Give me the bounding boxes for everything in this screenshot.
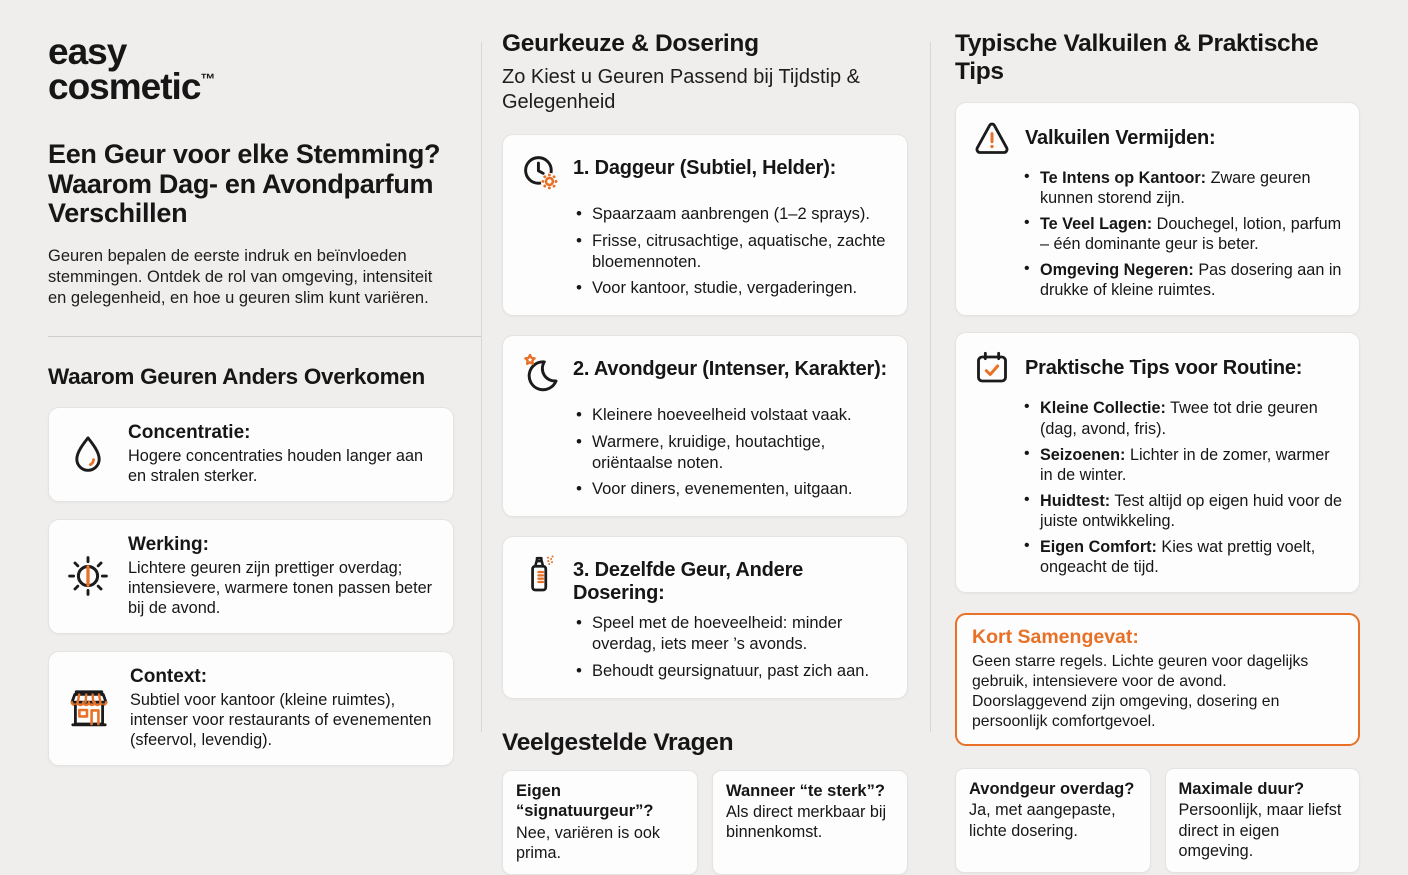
brand-line1: easy [48, 31, 127, 72]
bullet-item: • Te Intens op Kantoor: Zware geuren kunnen storend zijn. [1024, 168, 1343, 208]
column-divider [481, 42, 482, 732]
sun-icon [65, 553, 111, 599]
moon-star-icon [519, 351, 563, 397]
step-title: 1. Daggeur (Subtiel, Helder): [573, 157, 837, 179]
middle-title: Geurkeuze & Dosering [502, 30, 759, 57]
step-head [519, 150, 889, 196]
step-bullets [575, 405, 889, 500]
bullet-item: • Frisse, citrusachtige, aquatische, zachte bloemennoten. [575, 231, 889, 273]
faq-answer: Als direct merkbaar bij binnenkomst. [726, 803, 887, 842]
info-card-text: Subtiel voor kantoor (kleine ruimtes), intenser voor restaurants of evenementen (sfeervol, levendig). [130, 690, 432, 750]
spray-bottle-icon [519, 552, 563, 598]
left-column [48, 0, 454, 766]
tip-bullets [1024, 398, 1343, 577]
faq-question: Wanneer “te sterk”? [726, 781, 885, 800]
faq-row [955, 768, 1360, 873]
bullet-item: • Te Veel Lagen: Douchegel, lotion, parfum – één dominante geur is beter. [1024, 214, 1343, 254]
bullet-item: • Warmere, kruidige, houtachtige, oriëntaalse noten. [575, 432, 889, 474]
info-card-title: Werking: [128, 533, 209, 555]
step-card-daggeur [502, 134, 908, 316]
intro-paragraph: Geuren bepalen de eerste indruk en beïnvloeden stemmingen. Ontdek de rol van omgeving, intensiteit en gelegenheid, en hoe u geuren slim kunt variëren. [48, 246, 433, 308]
warning-triangle-icon [972, 118, 1012, 158]
info-card-title: Concentratie: [128, 421, 251, 443]
faq-card-te-sterk [712, 770, 908, 875]
step-card-dosering [502, 536, 908, 698]
step-head [519, 351, 889, 397]
bullet-item: • Kleinere hoeveelheid volstaat vaak. [575, 405, 889, 426]
bullet-item: • Voor diners, evenementen, uitgaan. [575, 479, 889, 500]
info-card-body [128, 534, 435, 619]
faq-question: Eigen “signatuurgeur”? [516, 781, 654, 821]
brand-logo [48, 31, 454, 108]
calendar-check-icon [972, 348, 1012, 388]
storefront-icon [65, 684, 113, 732]
bullet-item: • Kleine Collectie: Twee tot drie geuren (dag, avond, fris). [1024, 398, 1343, 438]
tip-card-title: Valkuilen Vermijden: [1025, 126, 1216, 149]
faq-card-signatuurgeur [502, 770, 698, 875]
faq-card-maximale-duur [1165, 768, 1361, 873]
faq-answer: Persoonlijk, maar liefst direct in eigen omgeving. [1178, 801, 1342, 860]
faq-answer: Nee, variëren is ook prima. [516, 823, 660, 863]
column-divider [930, 42, 931, 732]
tip-head [972, 348, 1343, 388]
summary-title: Kort Samengevat: [972, 626, 1139, 649]
bullet-item: • Voor kantoor, studie, vergaderingen. [575, 278, 889, 299]
faq-section-title: Veelgestelde Vragen [502, 728, 734, 756]
clock-sun-icon [519, 150, 563, 196]
info-card-werking [48, 519, 454, 634]
step-title: 3. Dezelfde Geur, Andere Dosering: [573, 559, 804, 605]
info-card-text: Hogere concentraties houden langer aan en stralen sterker. [128, 446, 424, 486]
info-card-text: Lichtere geuren zijn prettiger overdag; intensievere, warmere tonen passen beter bij de avond. [128, 558, 433, 618]
brand-line2: cosmetic™ [48, 66, 216, 108]
step-head [519, 552, 889, 605]
faq-row [502, 770, 908, 875]
right-column [955, 0, 1360, 873]
droplet-icon [65, 431, 111, 477]
step-bullets [575, 204, 889, 299]
faq-question: Avondgeur overdag? [969, 779, 1135, 798]
step-title: 2. Avondgeur (Intenser, Karakter): [573, 358, 888, 381]
step-bullets [575, 613, 889, 681]
tip-bullets [1024, 168, 1343, 300]
bullet-item: • Speel met de hoeveelheid: minder overdag, iets meer ’s avonds. [575, 613, 889, 655]
step-card-avondgeur [502, 335, 908, 517]
bullet-item: • Seizoenen: Lichter in de zomer, warmer in de winter. [1024, 445, 1343, 485]
info-card-context [48, 651, 454, 766]
section-title-why: Waarom Geuren Anders Overkomen [48, 363, 425, 389]
info-card-body [128, 422, 435, 487]
tip-card-routine [955, 332, 1360, 593]
right-title: Typische Valkuilen & Praktische Tips [955, 30, 1319, 85]
bullet-item: • Eigen Comfort: Kies wat prettig voelt, ongeacht de tijd. [1024, 537, 1343, 577]
faq-answer: Ja, met aangepaste, lichte dosering. [969, 801, 1116, 840]
horizontal-divider [48, 336, 481, 337]
middle-subtitle: Zo Kiest u Geuren Passend bij Tijdstip & Gelegenheid [502, 66, 860, 113]
summary-text: Geen starre regels. Lichte geuren voor dagelijks gebruik, intensievere voor de avond. Doorslaggevend zijn omgeving, dosering en persoonlijk comfortgevoel. [972, 653, 1309, 730]
middle-column [502, 0, 908, 875]
bullet-item: • Behoudt geursignatuur, past zich aan. [575, 661, 889, 682]
bullet-item: • Huidtest: Test altijd op eigen huid voor de juiste ontwikkeling. [1024, 491, 1343, 531]
bullet-item: • Omgeving Negeren: Pas dosering aan in drukke of kleine ruimtes. [1024, 260, 1343, 300]
page-title: Een Geur voor elke Stemming? Waarom Dag- en Avondparfum Verschillen [48, 139, 441, 229]
info-card-concentratie [48, 407, 454, 502]
trademark-symbol: ™ [200, 71, 216, 89]
faq-question: Maximale duur? [1178, 779, 1305, 798]
tip-card-valkuilen [955, 102, 1360, 316]
info-card-title: Context: [130, 665, 208, 687]
info-card-body [130, 666, 435, 751]
tip-head [972, 118, 1343, 158]
tip-card-title: Praktische Tips voor Routine: [1025, 356, 1303, 379]
summary-card [955, 613, 1360, 746]
faq-card-avondgeur-overdag [955, 768, 1151, 873]
bullet-item: • Spaarzaam aanbrengen (1–2 sprays). [575, 204, 889, 225]
